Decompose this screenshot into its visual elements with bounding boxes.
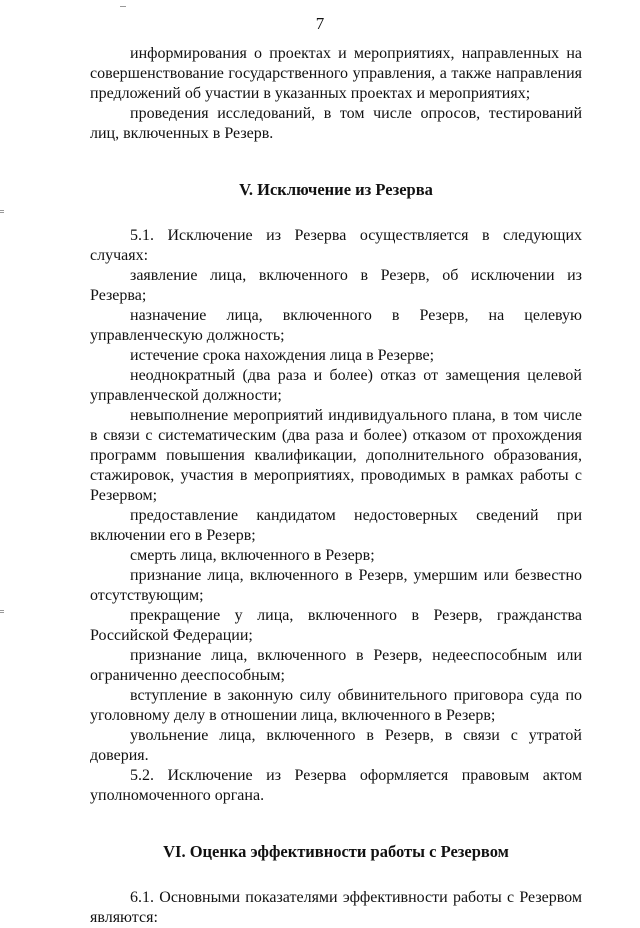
list-item: неоднократный (два раза и более) отказ от замещения целевой управленческой должности; [90, 367, 582, 404]
list-item: смерть лица, включенного в Резерв; [130, 547, 375, 564]
document-body [90, 44, 582, 928]
list-item: признание лица, включенного в Резерв, недееспособным или ограниченно дееспособным; [90, 647, 582, 684]
paragraph: 5.1. Исключение из Резерва осуществляется в следующих случаях: [90, 227, 582, 264]
list-item: невыполнение мероприятий индивидуального плана, в том числе в связи с систематическим (два раза и более) отказом от прохождения программ повышения квалификации, дополнительного образования, стажировок, участия в мероприятиях, проводимых в рамках работы с Резервом; [90, 407, 582, 504]
section-heading: VI. Оценка эффективности работы с Резервом [163, 842, 509, 861]
paragraph: 6.1. Основными показателями эффективности работы с Резервом являются: [90, 889, 582, 926]
list-item: увольнение лица, включенного в Резерв, в связи с утратой доверия. [90, 727, 582, 764]
paragraph: информирования о проектах и мероприятиях, направленных на совершенствование государственного управления, а также направления предложений об участии в указанных проектах и мероприятиях; [90, 45, 582, 102]
list-item: предоставление кандидатом недостоверных сведений при включении его в Резерв; [90, 507, 582, 544]
list-item: прекращение у лица, включенного в Резерв, гражданства Российской Федерации; [90, 607, 582, 644]
list-item: вступление в законную силу обвинительного приговора суда по уголовному делу в отношении лица, включенного в Резерв; [90, 687, 582, 724]
list-item: истечение срока нахождения лица в Резерве; [130, 347, 435, 364]
paragraph: проведения исследований, в том числе опросов, тестирований лиц, включенных в Резерв. [90, 105, 582, 142]
list-item: заявление лица, включенного в Резерв, об исключении из Резерва; [90, 267, 582, 304]
paragraph: 5.2. Исключение из Резерва оформляется правовым актом уполномоченного органа. [90, 767, 582, 804]
list-item: признание лица, включенного в Резерв, умершим или безвестно отсутствующим; [90, 567, 582, 604]
list-item: назначение лица, включенного в Резерв, на целевую управленческую должность; [90, 307, 582, 344]
section-heading: V. Исключение из Резерва [239, 180, 433, 199]
page-number: 7 [315, 14, 325, 33]
